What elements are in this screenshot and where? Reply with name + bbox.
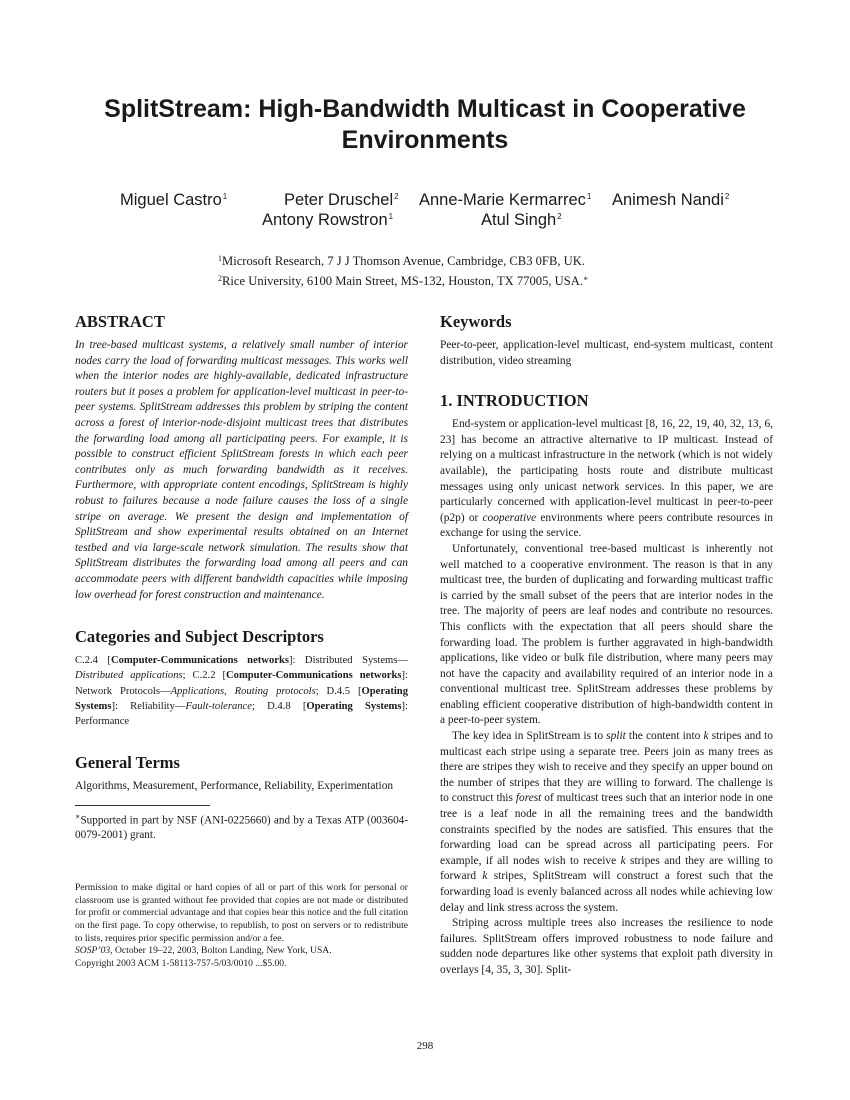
footnote [75, 805, 408, 843]
categories-text: C.2.4 [Computer-Communications networks]: Distributed Systems—Distributed applications; C.2.2 [Computer-Communications networks]: Network Protocols—Applications, Routing protocols; D.4.5 [Operating Systems]: Reliability—Fault-tolerance; D.4.8 [Operating Systems]: Performance [75, 655, 408, 727]
footnote-rule [75, 805, 210, 806]
abstract-section [75, 312, 408, 603]
title-line-2: Environments [341, 126, 509, 154]
abstract-text: In tree-based multicast systems, a relatively small number of interior nodes carry the load of forwarding multicast messages. This works well when the interior nodes are highly-available, dedicated infrastructure routers but it poses a problem for application-level multicast in peer-to-peer systems. SplitStream addresses this problem by striping the content across a forest of interior-node-disjoint multicast trees that distributes the forwarding load among all participating peers. For example, it is possible to construct efficient SplitStream forests in which each peer contributes only as much forwarding bandwidth as it receives. Furthermore, with appropriate content encodings, SplitStream is highly robust to failures because a node failure causes the loss of a single stripe on average. We present the design and implementation of SplitStream and show experimental results obtained on an Internet testbed and via large-scale network simulation. The results show that SplitStream distributes the forwarding load among all peers and can accommodate peers with different bandwidth capacities while imposing low overhead for forest construction and maintenance. [75, 339, 408, 601]
affiliations [218, 250, 588, 290]
copyright-line: Copyright 2003 ACM 1-58113-757-5/03/0010 ...$5.00. [75, 957, 287, 969]
affiliation-1: $^1$Microsoft Research, 7 J J Thomson Avenue, Cambridge, CB3 0FB, UK. [218, 254, 585, 268]
footnote-text: ∗Supported in part by NSF (ANI-0225660) and by a Texas ATP (003604-0079-2001) grant. [75, 811, 408, 841]
left-column [75, 312, 408, 970]
keywords-text: Peer-to-peer, application-level multicast, end-system multicast, content distribution, video streaming [440, 339, 773, 367]
intro-paragraph-1: End-system or application-level multicast [8, 16, 22, 19, 40, 32, 13, 6, 23] has become an attractive alternative to IP multicast. Instead of relying on a multicast infrastructure in the network (which is not widely available), the participating hosts route and distribute multicast messages using only unicast network services. In this paper, we are particularly concerned with application-level multicast in peer-to-peer (p2p) or cooperative environments where peers contribute resources in exchange for using the service. [440, 418, 774, 540]
categories-heading: Categories and Subject Descriptors [75, 627, 324, 647]
introduction-section [440, 391, 773, 978]
general-terms-heading: General Terms [75, 753, 180, 773]
intro-paragraph-2: Unfortunately, conventional tree-based multicast is inherently not well matched to a cooperative environment. The reason is that in any multicast tree, the burden of duplicating and forwarding multicast traffic is carried by the small subset of the peers that are interior nodes in the tree. The majority of peers are leaf nodes and contribute no resources. This conflicts with the expectation that all peers should share the forwarding load. The problem is further aggravated in high-bandwidth applications, like video or bulk file distribution, where many peers may not have the capacity and availability required of an interior node in a conventional multicast tree. SplitStream addresses these problems by enabling efficient cooperative distribution of high-bandwidth content in a peer-to-peer system. [440, 542, 773, 727]
permission-text: Permission to make digital or hard copies of all or part of this work for personal or classroom use is granted without fee provided that copies are not made or distributed for profit or commercial advantage and that copies bear this notice and the full citation on the first page. To copy otherwise, to republish, to post on servers or to redistribute to lists, requires prior specific permission and/or a fee. [75, 882, 408, 944]
general-terms-section [75, 753, 408, 795]
keywords-section [440, 312, 773, 369]
affiliation-2: $^2$Rice University, 6100 Main Street, MS-132, Houston, TX 77005, USA.∗ [218, 274, 589, 288]
intro-paragraph-3: The key idea in SplitStream is to split the content into k stripes and to multicast each stripe using a separate tree. Peers join as many trees as there are stripes they wish to receive and they specify an upper bound on the number of stripes that they are willing to forward. The challenge is to construct this forest of multicast trees such that an interior node in one tree is a leaf node in all the remaining trees and the bandwidth constraints specified by the nodes are satisfied. This ensures that the forwarding load can be spread across all participating peers. For example, if all nodes wish to receive k stripes and they are willing to forward k stripes, SplitStream will construct a forest such that the forwarding load is evenly balanced across all nodes while achieving low delay and link stress across the system. [440, 730, 774, 914]
permission-block [75, 882, 408, 970]
author-singh: Atul Singh$^2$ [481, 211, 562, 229]
author-nandi: Animesh Nandi$^2$ [612, 191, 730, 209]
page-number: 298 [416, 1040, 434, 1052]
keywords-heading: Keywords [440, 312, 512, 331]
paper-title [75, 94, 775, 156]
right-column [440, 312, 773, 979]
author-druschel: Peter Druschel$^2$ [284, 191, 399, 209]
abstract-heading: ABSTRACT [75, 312, 165, 331]
author-rowstron: Antony Rowstron$^1$ [262, 211, 394, 229]
author-kermarrec: Anne-Marie Kermarrec$^1$ [419, 191, 592, 209]
categories-section [75, 627, 408, 729]
introduction-heading: 1. INTRODUCTION [440, 391, 589, 411]
venue-line: SOSP’03, October 19–22, 2003, Bolton Landing, New York, USA. [75, 945, 332, 957]
general-terms-text: Algorithms, Measurement, Performance, Reliability, Experimentation [75, 780, 394, 793]
intro-paragraph-4: Striping across multiple trees also increases the resilience to node failures. SplitStream offers improved robustness to node failure and sudden node departures like other systems that exploit path diversity in overlays [4, 35, 3, 30]. Split- [440, 917, 773, 976]
title-line-1: SplitStream: High-Bandwidth Multicast in Cooperative [104, 95, 746, 123]
author-castro: Miguel Castro$^1$ [120, 191, 228, 209]
